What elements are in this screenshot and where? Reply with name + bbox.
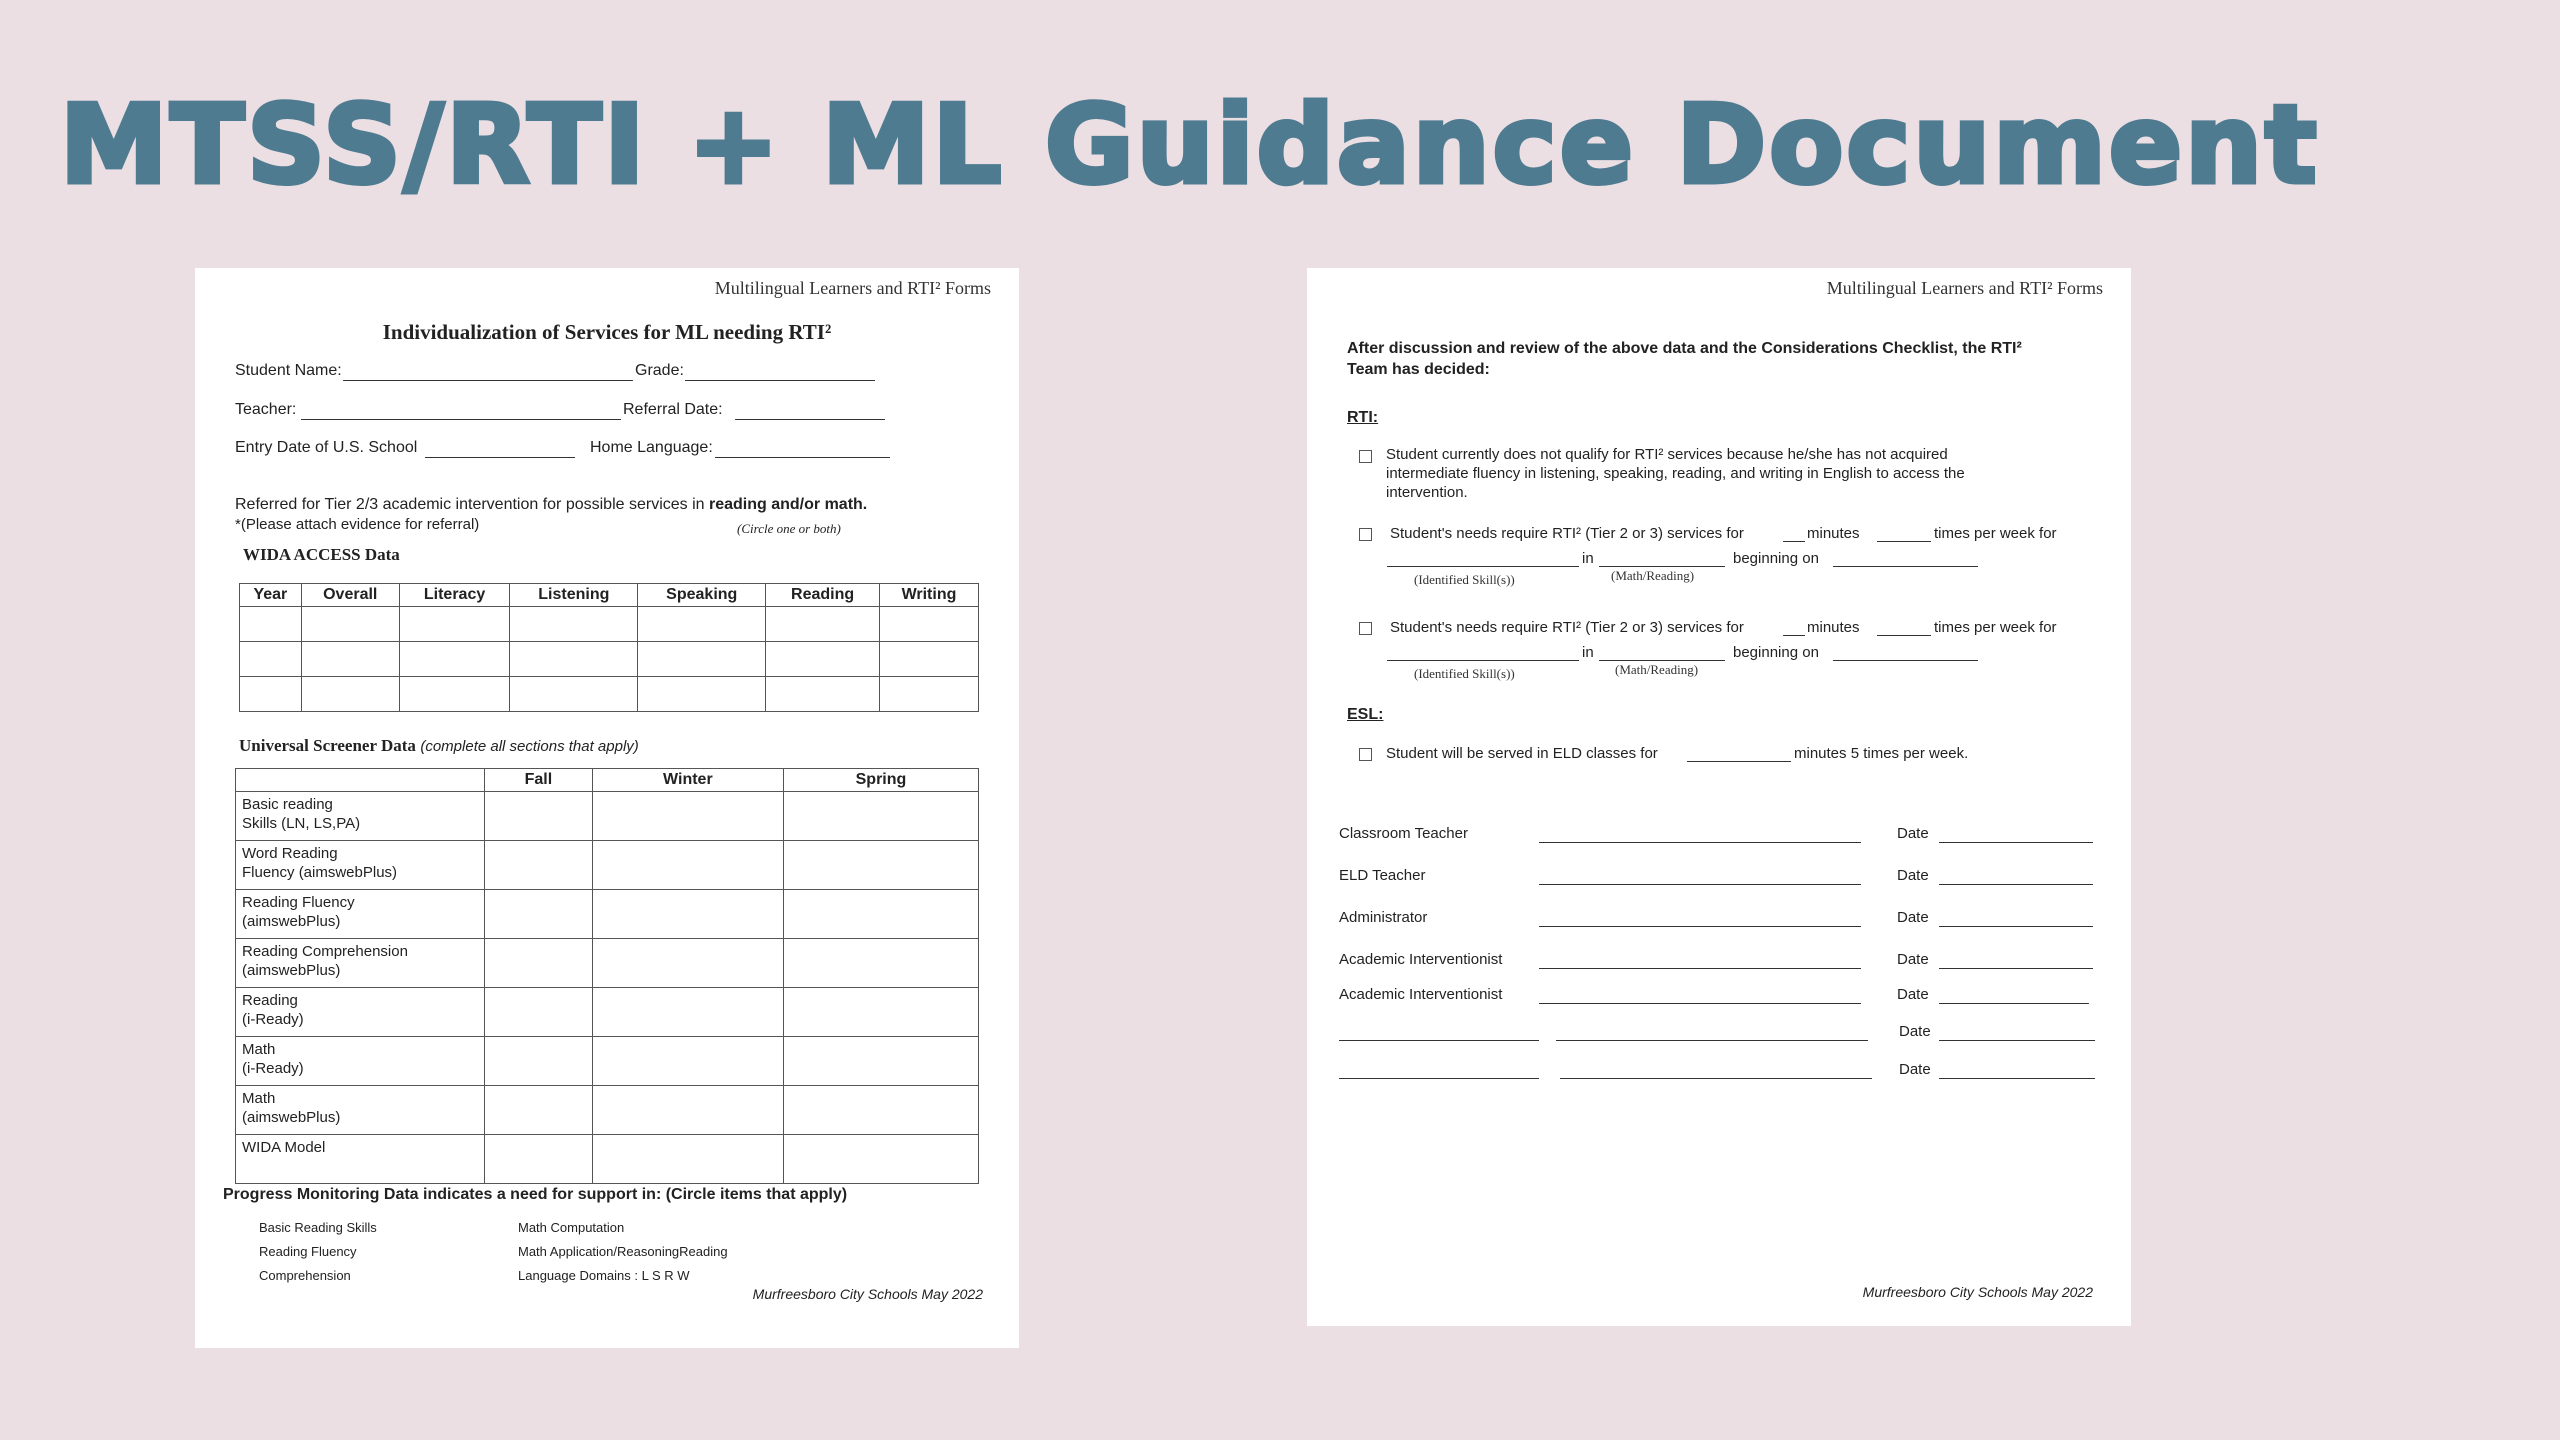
option3-times-line[interactable] xyxy=(1877,635,1931,636)
option2-skill-line[interactable] xyxy=(1387,566,1579,567)
home-language-label: Home Language: xyxy=(590,439,713,456)
screener-col-fall: Fall xyxy=(485,769,593,792)
signature-line[interactable] xyxy=(1539,1003,1861,1004)
date-label: Date xyxy=(1899,1023,1931,1040)
signature-line[interactable] xyxy=(1560,1078,1872,1079)
option2-date-line[interactable] xyxy=(1833,566,1978,567)
progress-item: Comprehension xyxy=(259,1268,351,1283)
option3-minutes-label: minutes xyxy=(1807,619,1860,636)
rti-label: RTI: xyxy=(1347,409,1379,426)
signature-label: Academic Interventionist xyxy=(1339,986,1503,1003)
teacher-line[interactable] xyxy=(301,419,621,420)
option2-minutes-label: minutes xyxy=(1807,525,1860,542)
date-label: Date xyxy=(1897,909,1929,926)
option2-in-label: in xyxy=(1582,550,1594,567)
progress-item: Reading Fluency xyxy=(259,1244,357,1259)
form-page-individualization xyxy=(195,268,1019,1348)
referral-date-label: Referral Date: xyxy=(623,401,723,418)
option2-checkbox[interactable] xyxy=(1359,526,1372,544)
date-label: Date xyxy=(1897,867,1929,884)
option2-times-line[interactable] xyxy=(1877,541,1931,542)
esl-text-a: Student will be served in ELD classes for xyxy=(1386,745,1658,762)
screener-table xyxy=(235,768,979,1184)
option2-area-caption: (Math/Reading) xyxy=(1611,568,1695,583)
option3-date-line[interactable] xyxy=(1833,660,1978,661)
date-label: Date xyxy=(1897,951,1929,968)
option1-text: Student currently does not qualify for RTI² services because he/she has not acquired intermediate fluency in listening, speaking, reading, and writing in English to access the intervention. xyxy=(1386,446,1965,501)
table-row[interactable]: Word Reading Fluency (aimswebPlus) xyxy=(236,841,979,890)
date-line[interactable] xyxy=(1939,842,2093,843)
option3-minutes-line[interactable] xyxy=(1783,635,1805,636)
option3-checkbox[interactable] xyxy=(1359,620,1372,638)
date-line[interactable] xyxy=(1939,1003,2089,1004)
option3-skill-caption: (Identified Skill(s)) xyxy=(1414,666,1515,681)
option2-times-label: times per week for xyxy=(1934,525,2057,542)
wida-heading: WIDA ACCESS Data xyxy=(243,545,400,564)
wida-col-writing: Writing xyxy=(879,584,978,607)
progress-item: Math Application/ReasoningReading xyxy=(518,1244,728,1259)
student-name-line[interactable] xyxy=(343,380,633,381)
progress-item: Language Domains : L S R W xyxy=(518,1268,690,1283)
signature-label: ELD Teacher xyxy=(1339,867,1426,884)
signature-line[interactable] xyxy=(1539,884,1861,885)
table-row[interactable]: Math (i-Ready) xyxy=(236,1037,979,1086)
form-page-decision xyxy=(1307,268,2131,1326)
option3-beginning-label: beginning on xyxy=(1733,644,1819,661)
page2-header: Multilingual Learners and RTI² Forms xyxy=(1826,278,2103,298)
entry-date-label: Entry Date of U.S. School xyxy=(235,439,418,456)
decision-intro: After discussion and review of the above data and the Considerations Checklist, the RTI² Team has decided: xyxy=(1347,340,2022,378)
table-row[interactable]: Math (aimswebPlus) xyxy=(236,1086,979,1135)
screener-col-winter: Winter xyxy=(592,769,783,792)
screener-heading: Universal Screener Data (complete all sections that apply) xyxy=(239,736,639,755)
referral-date-line[interactable] xyxy=(735,419,885,420)
attach-note: *(Please attach evidence for referral) xyxy=(235,516,480,533)
option2-services-text: Student's needs require RTI² (Tier 2 or 3) services for xyxy=(1390,525,1744,542)
signature-label: Academic Interventionist xyxy=(1339,951,1503,968)
slide-title: MTSS/RTI + ML Guidance Document xyxy=(60,83,2320,208)
grade-label: Grade: xyxy=(635,362,684,379)
grade-line[interactable] xyxy=(685,380,875,381)
entry-date-line[interactable] xyxy=(425,457,575,458)
progress-item: Basic Reading Skills xyxy=(259,1220,377,1235)
table-row[interactable] xyxy=(240,642,979,677)
page1-header: Multilingual Learners and RTI² Forms xyxy=(714,278,991,298)
esl-text-b: minutes 5 times per week. xyxy=(1794,745,1969,762)
table-row[interactable] xyxy=(240,607,979,642)
date-label: Date xyxy=(1897,825,1929,842)
table-row[interactable]: WIDA Model xyxy=(236,1135,979,1184)
wida-table xyxy=(239,583,979,712)
referral-text: Referred for Tier 2/3 academic intervention for possible services in reading and/or math. xyxy=(235,496,868,513)
wida-col-listening: Listening xyxy=(510,584,638,607)
progress-item: Math Computation xyxy=(518,1220,625,1235)
table-row[interactable]: Reading Fluency (aimswebPlus) xyxy=(236,890,979,939)
form-title: Individualization of Services for ML needing RTI² xyxy=(382,320,832,344)
progress-heading: Progress Monitoring Data indicates a need for support in: (Circle items that apply) xyxy=(223,1186,848,1203)
date-line[interactable] xyxy=(1939,1040,2095,1041)
home-language-line[interactable] xyxy=(715,457,890,458)
table-row[interactable]: Basic reading Skills (LN, LS,PA) xyxy=(236,792,979,841)
date-label: Date xyxy=(1897,986,1929,1003)
option2-beginning-label: beginning on xyxy=(1733,550,1819,567)
option1-checkbox[interactable] xyxy=(1359,448,1372,466)
date-label: Date xyxy=(1899,1061,1931,1078)
table-row[interactable]: Reading (i-Ready) xyxy=(236,988,979,1037)
teacher-label: Teacher: xyxy=(235,401,297,418)
signature-line[interactable] xyxy=(1556,1040,1868,1041)
wida-col-speaking: Speaking xyxy=(638,584,766,607)
circle-note: (Circle one or both) xyxy=(737,521,841,536)
signature-line[interactable] xyxy=(1539,926,1861,927)
wida-col-year: Year xyxy=(240,584,302,607)
signature-line[interactable] xyxy=(1539,968,1861,969)
signature-label: Administrator xyxy=(1339,909,1428,926)
date-line[interactable] xyxy=(1939,968,2093,969)
wida-col-literacy: Literacy xyxy=(399,584,510,607)
option3-in-label: in xyxy=(1582,644,1594,661)
blank-role-line[interactable] xyxy=(1339,1040,1539,1041)
screener-col-spring: Spring xyxy=(783,769,978,792)
option2-minutes-line[interactable] xyxy=(1783,541,1805,542)
option2-area-line[interactable] xyxy=(1599,566,1725,567)
signature-label: Classroom Teacher xyxy=(1339,825,1468,842)
student-name-label: Student Name: xyxy=(235,362,342,379)
option2-skill-caption: (Identified Skill(s)) xyxy=(1414,572,1515,587)
page2-footer: Murfreesboro City Schools May 2022 xyxy=(1862,1284,2093,1300)
option3-area-caption: (Math/Reading) xyxy=(1615,662,1699,677)
date-line[interactable] xyxy=(1939,884,2093,885)
option3-times-label: times per week for xyxy=(1934,619,2057,636)
wida-col-reading: Reading xyxy=(766,584,880,607)
esl-checkbox[interactable] xyxy=(1359,746,1372,764)
page1-footer: Murfreesboro City Schools May 2022 xyxy=(752,1286,983,1302)
date-line[interactable] xyxy=(1939,926,2093,927)
esl-minutes-line[interactable] xyxy=(1687,761,1791,762)
option3-area-line[interactable] xyxy=(1599,660,1725,661)
date-line[interactable] xyxy=(1939,1078,2095,1079)
esl-label: ESL: xyxy=(1347,706,1384,723)
blank-role-line[interactable] xyxy=(1339,1078,1539,1079)
option3-skill-line[interactable] xyxy=(1387,660,1579,661)
option3-services-text: Student's needs require RTI² (Tier 2 or 3) services for xyxy=(1390,619,1744,636)
wida-col-overall: Overall xyxy=(301,584,399,607)
table-row[interactable] xyxy=(240,677,979,712)
table-row[interactable]: Reading Comprehension (aimswebPlus) xyxy=(236,939,979,988)
signature-line[interactable] xyxy=(1539,842,1861,843)
